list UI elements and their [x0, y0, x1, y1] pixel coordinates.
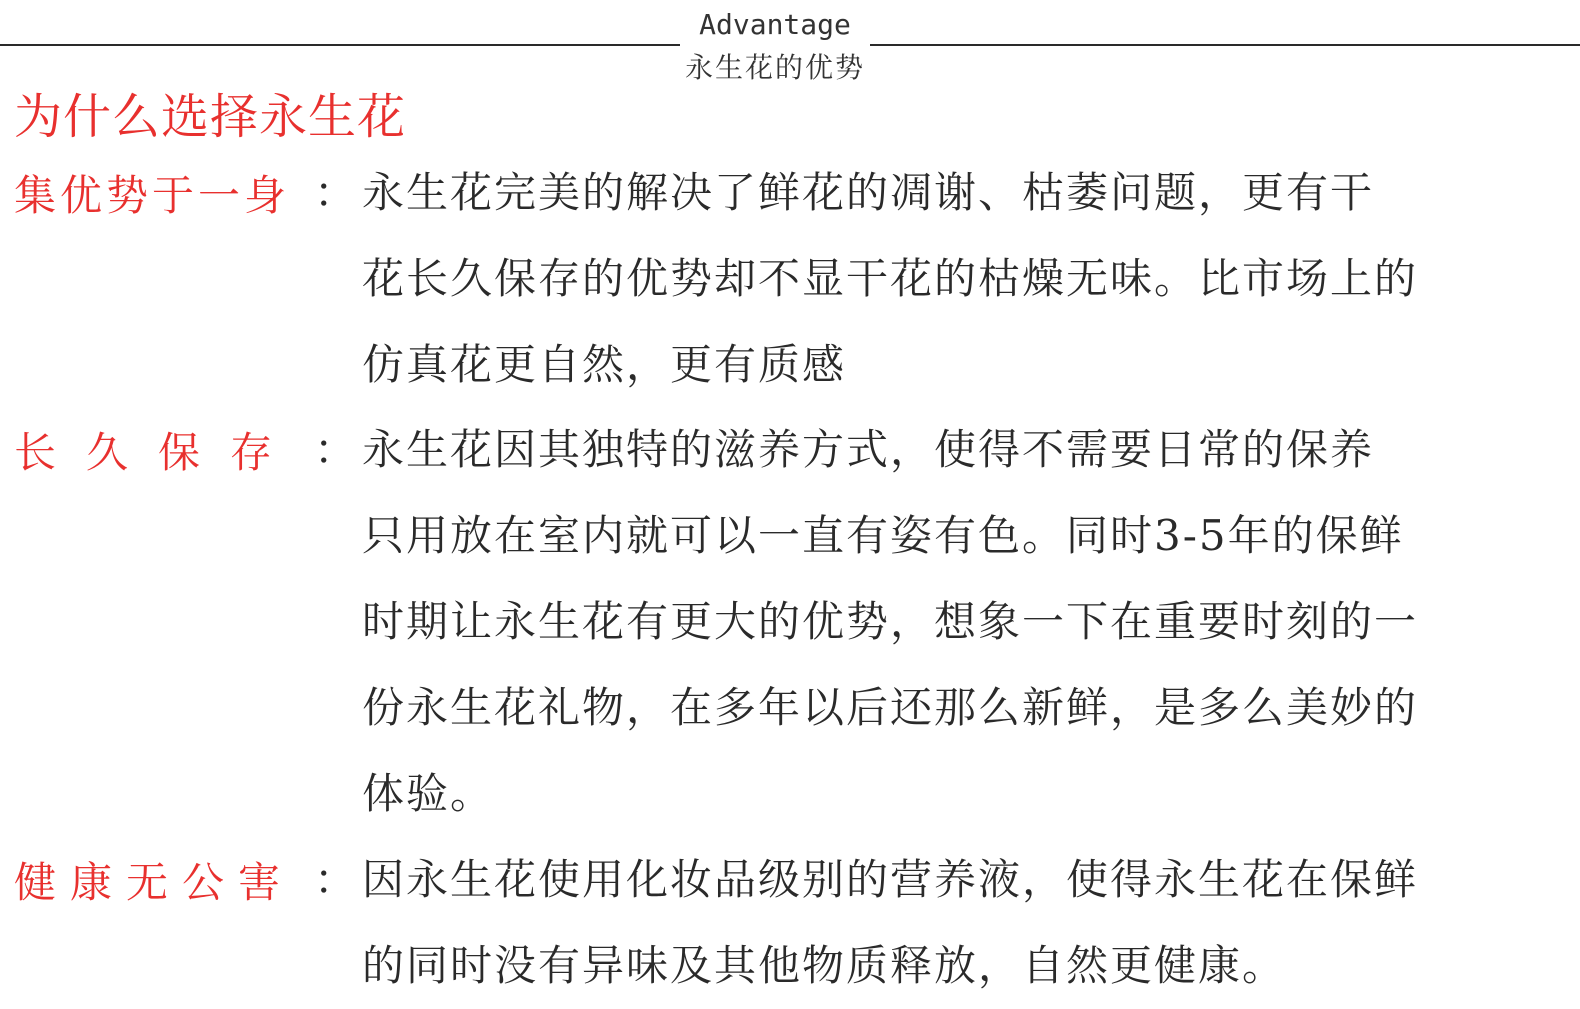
body-line: 永生花完美的解决了鲜花的凋谢、枯萎问题，更有干 — [362, 168, 1375, 217]
section-label-text: 健康无公害 — [14, 858, 295, 907]
header-english-title: Advantage — [699, 8, 851, 41]
header-chinese-subtitle: 永生花的优势 — [684, 51, 865, 84]
label-colon: ： — [314, 168, 357, 217]
section-header — [0, 0, 1580, 90]
section-label-text: 长久保存 — [14, 428, 303, 477]
body-line: 份永生花礼物，在多年以后还那么新鲜，是多么美妙的 — [362, 683, 1419, 732]
body-line: 因永生花使用化妆品级别的营养液，使得永生花在保鲜 — [362, 855, 1419, 904]
section-label — [14, 163, 304, 223]
section-body — [362, 407, 1567, 837]
label-colon: ： — [314, 425, 357, 474]
body-line: 只用放在室内就可以一直有姿有色。同时3-5年的保鲜 — [362, 511, 1404, 560]
body-line: 体验。 — [362, 769, 495, 818]
body-line: 仿真花更自然，更有质感 — [362, 340, 847, 389]
body-line: 花长久保存的优势却不显干花的枯燥无味。比市场上的 — [362, 254, 1419, 303]
section-label — [14, 850, 304, 910]
page-title: 为什么选择永生花 — [14, 89, 407, 145]
header-rule-right — [870, 44, 1580, 46]
body-line: 永生花因其独特的滋养方式，使得不需要日常的保养 — [362, 425, 1375, 474]
section-body — [362, 837, 1567, 1009]
body-line: 的同时没有异味及其他物质释放，自然更健康。 — [362, 941, 1287, 990]
section-label-text: 集优势于一身 — [14, 171, 291, 220]
body-line: 时期让永生花有更大的优势，想象一下在重要时刻的一 — [362, 597, 1419, 646]
header-rule-left — [0, 44, 680, 46]
section-body — [362, 150, 1567, 408]
label-colon: ： — [314, 855, 357, 904]
section-label — [14, 420, 304, 480]
